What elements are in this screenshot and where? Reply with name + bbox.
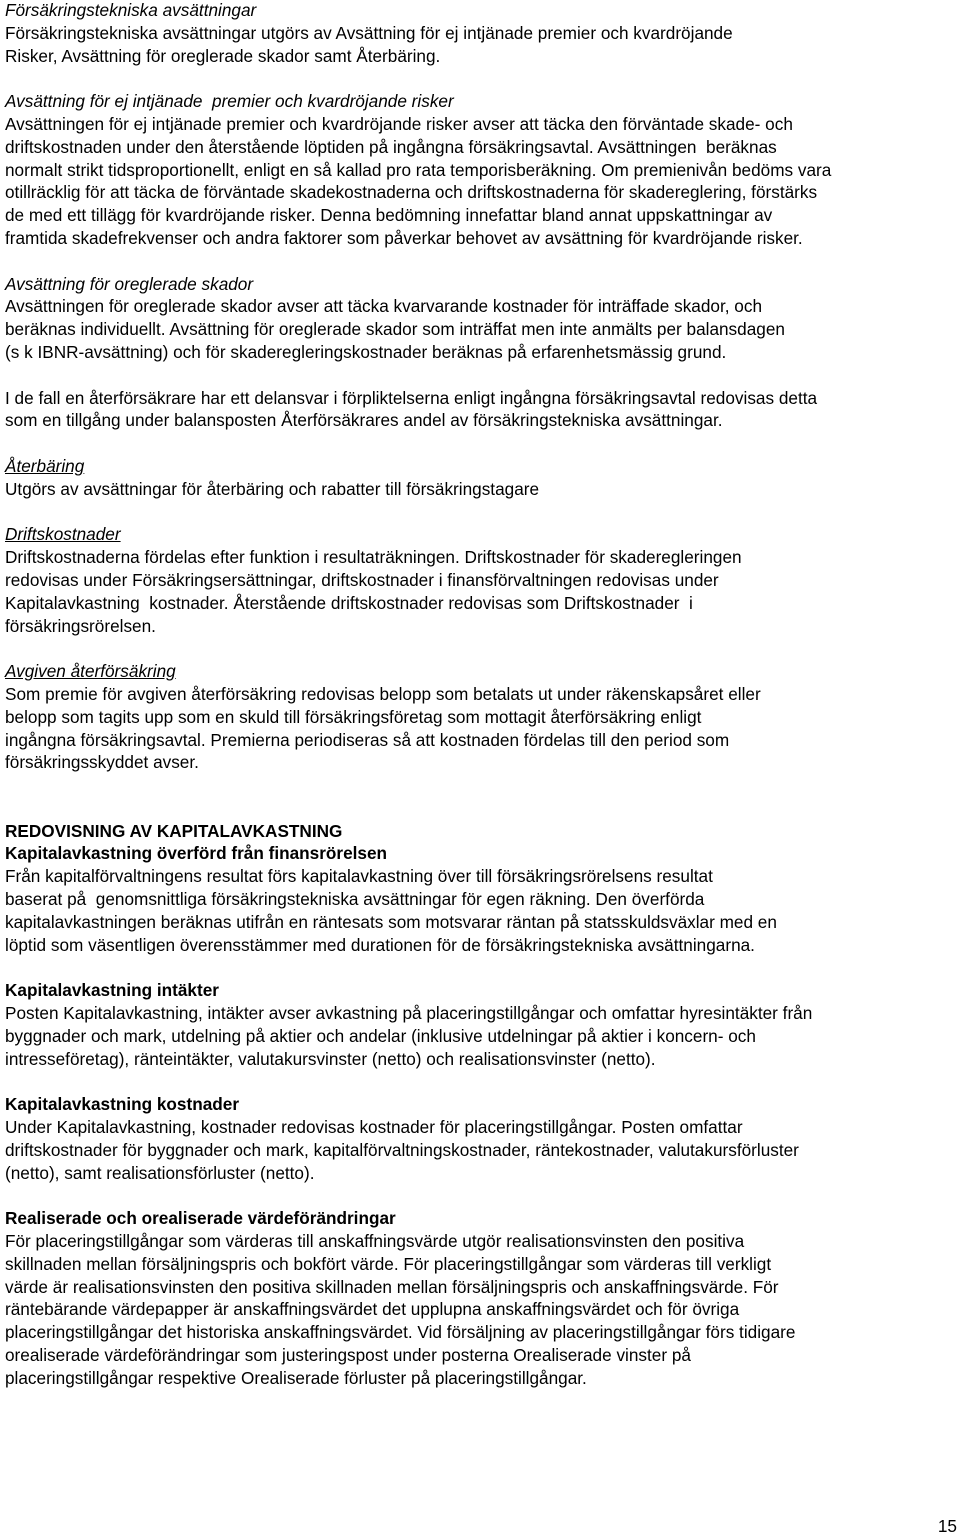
text-line: som en tillgång under balansposten Återförsäkrares andel av försäkringstekniska avsättningar. [5,410,723,431]
text-line: För placeringstillgångar som värderas till anskaffningsvärde utgör realisationsvinsten den positiva [5,1231,745,1252]
text-line: placeringstillgångar det historiska anskaffningsvärdet. Vid försäljning av placeringstillgångar förs tidigare [5,1322,796,1343]
text-line: beräknas individuellt. Avsättning för oreglerade skador som inträffat men inte anmälts per balansdagen [5,319,785,340]
paragraph-gap [5,797,957,820]
text-line: räntebärande värdepapper är anskaffningsvärdet det upplupna anskaffningsvärdet och för övriga [5,1299,740,1320]
text-line: Risker, Avsättning för oreglerade skador samt Återbäring. [5,45,441,66]
text-line: kapitalavkastningen beräknas utifrån en räntesats som motsvarar räntan på statsskuldsväxlar med en [5,911,777,932]
text-line: försäkringsrörelsen. [5,615,156,636]
text-line: framtida skadefrekvenser och andra faktorer som påverkar behovet av avsättning för kvardröjande risker. [5,227,803,248]
section-heading: Driftskostnader [5,524,121,545]
text-line: Kapitalavkastning kostnader. Återstående driftskostnader redovisas som Driftskostnader i [5,592,693,613]
paragraph-gap [5,956,957,979]
text-line: de med ett tillägg för kvardröjande risker. Denna bedömning innefattar bland annat uppskattningar av [5,205,773,226]
text-line: Försäkringstekniska avsättningar utgörs av Avsättning för ej intjänade premier och kvardröjande [5,22,733,43]
text-line: orealiserade värdeförändringar som justeringspost under posterna Orealiserade vinster på [5,1345,691,1366]
text-line: placeringstillgångar respektive Orealiserade förluster på placeringstillgångar. [5,1367,587,1388]
text-line: byggnader och mark, utdelning på aktier och andelar (inklusive utdelningar på aktier i koncern- och [5,1025,756,1046]
paragraph-gap [5,637,957,660]
paragraph-gap [5,67,957,90]
text-line: baserat på genomsnittliga försäkringstekniska avsättningar för egen räkning. Den överförda [5,889,705,910]
text-line: Utgörs av avsättningar för återbäring och rabatter till försäkringstagare [5,478,540,499]
section-heading-row [5,523,957,546]
text-line: ingångna försäkringsavtal. Premierna periodiseras så att kostnaden fördelas till den period som [5,729,730,750]
text-line: värde är realisationsvinsten den positiva skillnaden mellan försäljningspris och anskaffningsvärde. För [5,1276,779,1297]
text-line: (netto), samt realisationsförluster (netto). [5,1162,315,1183]
paragraph-gap [5,501,957,524]
document-page [5,0,957,1390]
paragraph-gap [5,250,957,273]
text-line: redovisas under Försäkringsersättningar, driftskostnader i finansförvaltningen redovisas under [5,569,719,590]
text-line: Som premie för avgiven återförsäkring redovisas belopp som betalats ut under räkenskapsåret eller [5,683,761,704]
section-heading: Återbäring [5,455,85,476]
paragraph-gap [5,432,957,455]
paragraph-gap [5,364,957,387]
page-number: 15 [937,1516,957,1536]
text-line: försäkringsskyddet avser. [5,752,199,773]
text-line: skillnaden mellan försäljningspris och bokfört värde. För placeringstillgångar som värderas till verkligt [5,1253,772,1274]
section-heading: Kapitalavkastning överförd från finansrörelsen [5,843,388,864]
text-line: Driftskostnaderna fördelas efter funktion i resultaträkningen. Driftskostnader för skaderegleringen [5,547,742,568]
section-heading: Kapitalavkastning intäkter [5,980,219,1001]
section-heading: Kapitalavkastning kostnader [5,1094,240,1115]
text-line: Från kapitalförvaltningens resultat förs kapitalavkastning över till försäkringsrörelsens resultat [5,866,713,887]
text-line: driftskostnaden under den återstående löptiden på ingångna försäkringsavtal. Avsättningen beräknas [5,136,777,157]
text-line: belopp som tagits upp som en skuld till försäkringsföretag som mottagit återförsäkring enligt [5,706,702,727]
section-heading: Avsättning för oreglerade skador [5,273,254,294]
text-line: I de fall en återförsäkrare har ett delansvar i förpliktelserna enligt ingångna försäkringsavtal redovisas detta [5,387,818,408]
text-line: intresseföretag), ränteintäkter, valutakursvinster (netto) och realisationsvinster (netto). [5,1048,656,1069]
text-line: löptid som väsentligen överensstämmer med durationen för de försäkringstekniska avsättningarna. [5,934,755,955]
text-line: driftskostnader för byggnader och mark, kapitalförvaltningskostnader, räntekostnader, valutakursförluster [5,1139,799,1160]
text-line: (s k IBNR-avsättning) och för skaderegleringskostnader beräknas på erfarenhetsmässig grund. [5,341,727,362]
section-heading-row [5,660,957,683]
text-line: Avsättningen för ej intjänade premier och kvardröjande risker avser att täcka den förväntade skade- och [5,113,793,134]
text-line: Posten Kapitalavkastning, intäkter avser avkastning på placeringstillgångar och omfattar hyresintäkter från [5,1003,813,1024]
text-line: Avsättningen för oreglerade skador avser att täcka kvarvarande kostnader för inträffade skador, och [5,296,763,317]
section-heading-row [5,455,957,478]
section-heading: Avgiven återförsäkring [5,661,176,682]
section-heading: Realiserade och orealiserade värdeförändringar [5,1208,396,1229]
paragraph-gap [5,774,957,797]
text-line: otillräcklig för att täcka de förväntade skadekostnaderna och driftskostnaderna för skadereglering, förstärks [5,182,818,203]
text-line: Under Kapitalavkastning, kostnader redovisas kostnader för placeringstillgångar. Posten omfattar [5,1117,743,1138]
paragraph-gap [5,1070,957,1093]
section-heading: Avsättning för ej intjänade premier och kvardröjande risker [5,91,454,112]
section-heading: Försäkringstekniska avsättningar [5,0,257,20]
text-line: normalt strikt tidsproportionellt, enligt en så kallad pro rata temporisberäkning. Om premienivån bedöms vara [5,159,832,180]
paragraph-gap [5,1184,957,1207]
chapter-title: REDOVISNING AV KAPITALAVKASTNING [5,820,343,841]
